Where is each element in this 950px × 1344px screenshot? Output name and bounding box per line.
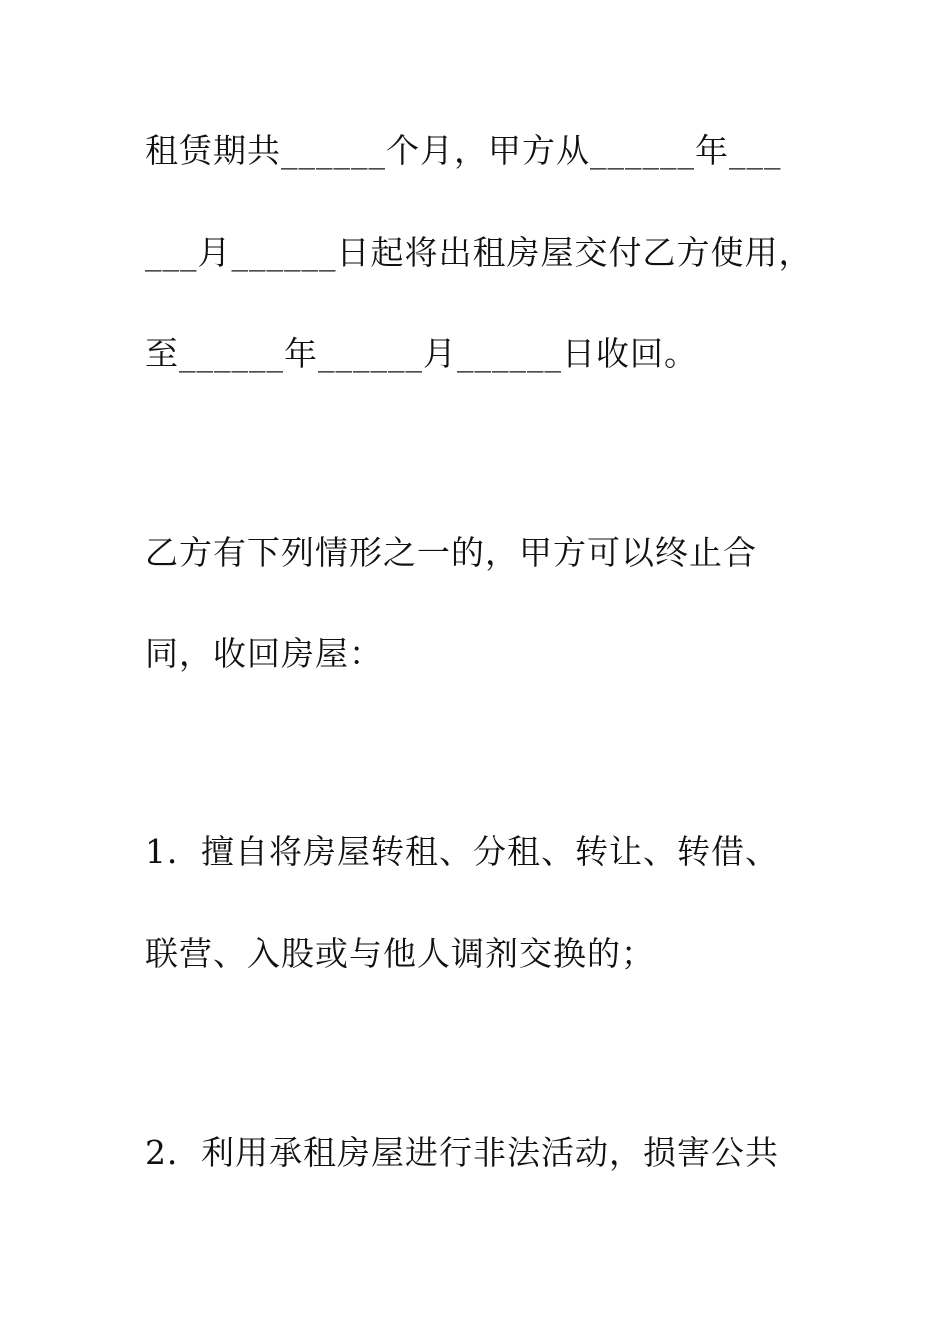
clause-1-line-1: 1．擅自将房屋转租、分租、转让、转借、 xyxy=(145,832,779,871)
clause-1-line-2: 联营、入股或与他人调剂交换的； xyxy=(145,934,655,973)
lease-term-line-3: 至______年______月______日收回。 xyxy=(145,334,698,373)
termination-intro-line-2: 同，收回房屋： xyxy=(145,634,383,673)
lease-term-line-1: 租赁期共______个月，甲方从______年___ xyxy=(145,131,782,170)
termination-intro-line-1: 乙方有下列情形之一的，甲方可以终止合 xyxy=(145,533,757,572)
lease-term-line-2: ___月______日起将出租房屋交付乙方使用， xyxy=(145,233,813,272)
clause-2-line-1: 2．利用承租房屋进行非法活动，损害公共 xyxy=(145,1133,779,1172)
